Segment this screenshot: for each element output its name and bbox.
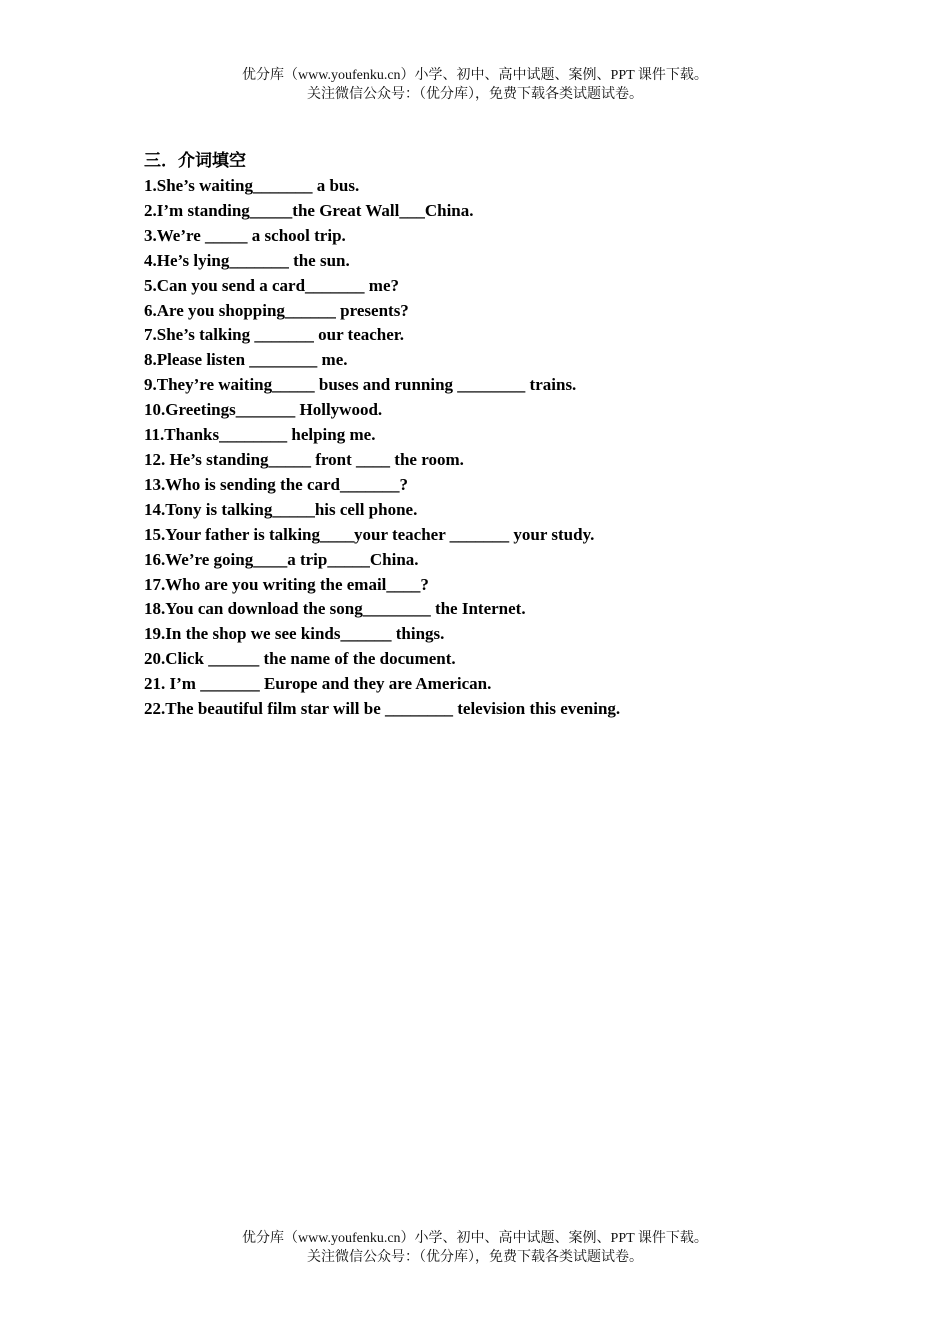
question-list bbox=[144, 174, 864, 722]
question-11: 11.Thanks________ helping me. bbox=[144, 425, 376, 445]
question-19: 19.In the shop we see kinds______ things. bbox=[144, 624, 445, 644]
question-6: 6.Are you shopping______ presents? bbox=[144, 300, 409, 320]
question-12: 12. He’s standing_____ front ____ the room. bbox=[144, 449, 464, 469]
footer-line-2: 关注微信公众号：（优分库），免费下载各类试题试卷。 bbox=[307, 1250, 643, 1265]
page-header bbox=[0, 66, 950, 104]
question-21: 21. I’m _______ Europe and they are American. bbox=[144, 674, 492, 694]
question-2: 2.I’m standing_____the Great Wall___China. bbox=[144, 200, 474, 220]
question-8: 8.Please listen ________ me. bbox=[144, 350, 348, 370]
header-line-1: 优分库（www.youfenku.cn）小学、初中、高中试题、案例、PPT 课件下载。 bbox=[242, 68, 708, 83]
question-18: 18.You can download the song________ the Internet. bbox=[144, 599, 526, 619]
footer-line-1: 优分库（www.youfenku.cn）小学、初中、高中试题、案例、PPT 课件下载。 bbox=[242, 1231, 708, 1246]
section-title: 三．介词填空 bbox=[144, 151, 246, 170]
question-7: 7.She’s talking _______ our teacher. bbox=[144, 325, 405, 345]
question-17: 17.Who are you writing the email____? bbox=[144, 574, 429, 594]
question-15: 15.Your father is talking____your teacher _______ your study. bbox=[144, 524, 595, 544]
question-14: 14.Tony is talking_____his cell phone. bbox=[144, 499, 418, 519]
question-10: 10.Greetings_______ Hollywood. bbox=[144, 400, 383, 420]
question-16: 16.We’re going____a trip_____China. bbox=[144, 549, 419, 569]
worksheet-content bbox=[144, 149, 864, 722]
question-4: 4.He’s lying_______ the sun. bbox=[144, 250, 350, 270]
question-9: 9.They’re waiting_____ buses and running ________ trains. bbox=[144, 375, 577, 395]
question-3: 3.We’re _____ a school trip. bbox=[144, 225, 346, 245]
question-22: 22.The beautiful film star will be ________ television this evening. bbox=[144, 699, 621, 719]
question-13: 13.Who is sending the card_______? bbox=[144, 474, 408, 494]
page-footer bbox=[0, 1229, 950, 1267]
question-1: 1.She’s waiting_______ a bus. bbox=[144, 176, 360, 195]
question-20: 20.Click ______ the name of the document. bbox=[144, 649, 456, 669]
header-line-2: 关注微信公众号：（优分库），免费下载各类试题试卷。 bbox=[307, 87, 643, 102]
question-5: 5.Can you send a card_______ me? bbox=[144, 275, 400, 295]
